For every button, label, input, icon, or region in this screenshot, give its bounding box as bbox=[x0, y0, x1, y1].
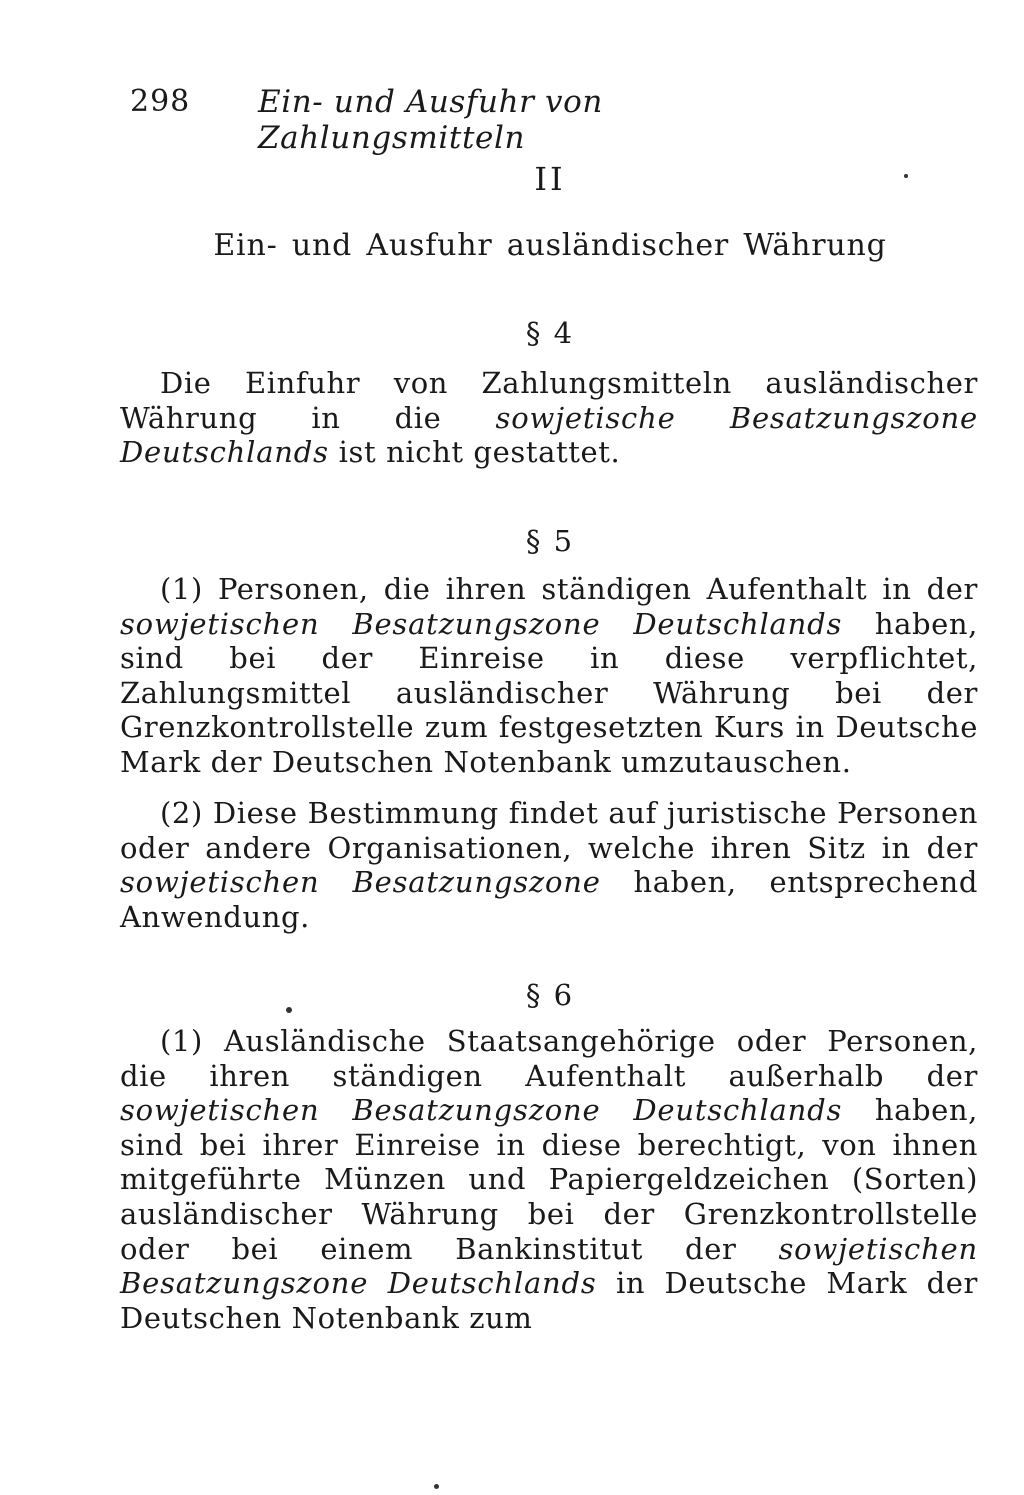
section-5-heading: § 5 bbox=[525, 524, 575, 558]
italic-text-run: sowjetische Besatzungszone Deutschlands bbox=[120, 400, 978, 470]
text-run: (1) Ausländische Staatsangehörige oder Personen, die ihren ständigen Aufenthalt außerhalb der bbox=[120, 1024, 978, 1093]
text-run: ist nicht gestattet. bbox=[328, 435, 621, 470]
section-4-heading: § 4 bbox=[525, 316, 575, 350]
chapter-numeral: II bbox=[534, 160, 566, 198]
text-run: in Deutsche Mark der Deutschen Notenbank zum bbox=[120, 1266, 978, 1335]
section-5-paragraph-2 bbox=[120, 796, 978, 934]
text-run: Die Einfuhr von Zahlungsmitteln ausländischer Währung in die bbox=[120, 366, 978, 435]
italic-text-run: sowjetischen Besatzungszone Deutschlands bbox=[120, 1093, 843, 1128]
text-run: haben, sind bei der Einreise in diese verpflichtet, Zahlungsmittel ausländischer Währung bei der Grenzkontrollstelle zum festgesetzten Kurs in Deutsche Mark der Deutschen Notenbank umzutauschen. bbox=[120, 606, 979, 779]
section-5-paragraph-1 bbox=[120, 572, 978, 780]
text-run: (2) Diese Bestimmung findet auf juristische Personen oder andere Organisationen, welche ihren Sitz in der bbox=[120, 796, 978, 865]
text-run: haben, sind bei ihrer Einreise in diese berechtigt, von ihnen mitgeführte Münzen und Papiergeldzeichen (Sorten) ausländischer Währung bei der Grenzkontrollstelle oder bei einem Bankinstitut der bbox=[120, 1093, 979, 1266]
italic-text-run: sowjetischen Besatzungszone bbox=[120, 865, 601, 900]
scan-speck bbox=[904, 174, 908, 178]
text-run: (1) Personen, die ihren ständigen Aufenthalt in der bbox=[160, 572, 978, 606]
running-title: Ein- und Ausfuhr von Zahlungsmitteln bbox=[258, 84, 603, 156]
italic-text-run: sowjetischen Besatzungszone Deutschlands bbox=[120, 1231, 978, 1301]
text-run: haben, entsprechend Anwendung. bbox=[120, 865, 978, 934]
scan-speck bbox=[434, 1484, 439, 1489]
scan-speck bbox=[286, 1007, 292, 1013]
italic-text-run: sowjetischen Besatzungszone Deutschlands bbox=[120, 606, 843, 641]
page-header bbox=[128, 84, 868, 156]
section-6-heading: § 6 bbox=[525, 978, 575, 1012]
page-number: 298 bbox=[130, 84, 191, 119]
chapter-title: Ein- und Ausfuhr ausländischer Währung bbox=[213, 228, 887, 263]
section-4-paragraph bbox=[120, 366, 978, 470]
section-6-paragraph-1 bbox=[120, 1024, 978, 1335]
